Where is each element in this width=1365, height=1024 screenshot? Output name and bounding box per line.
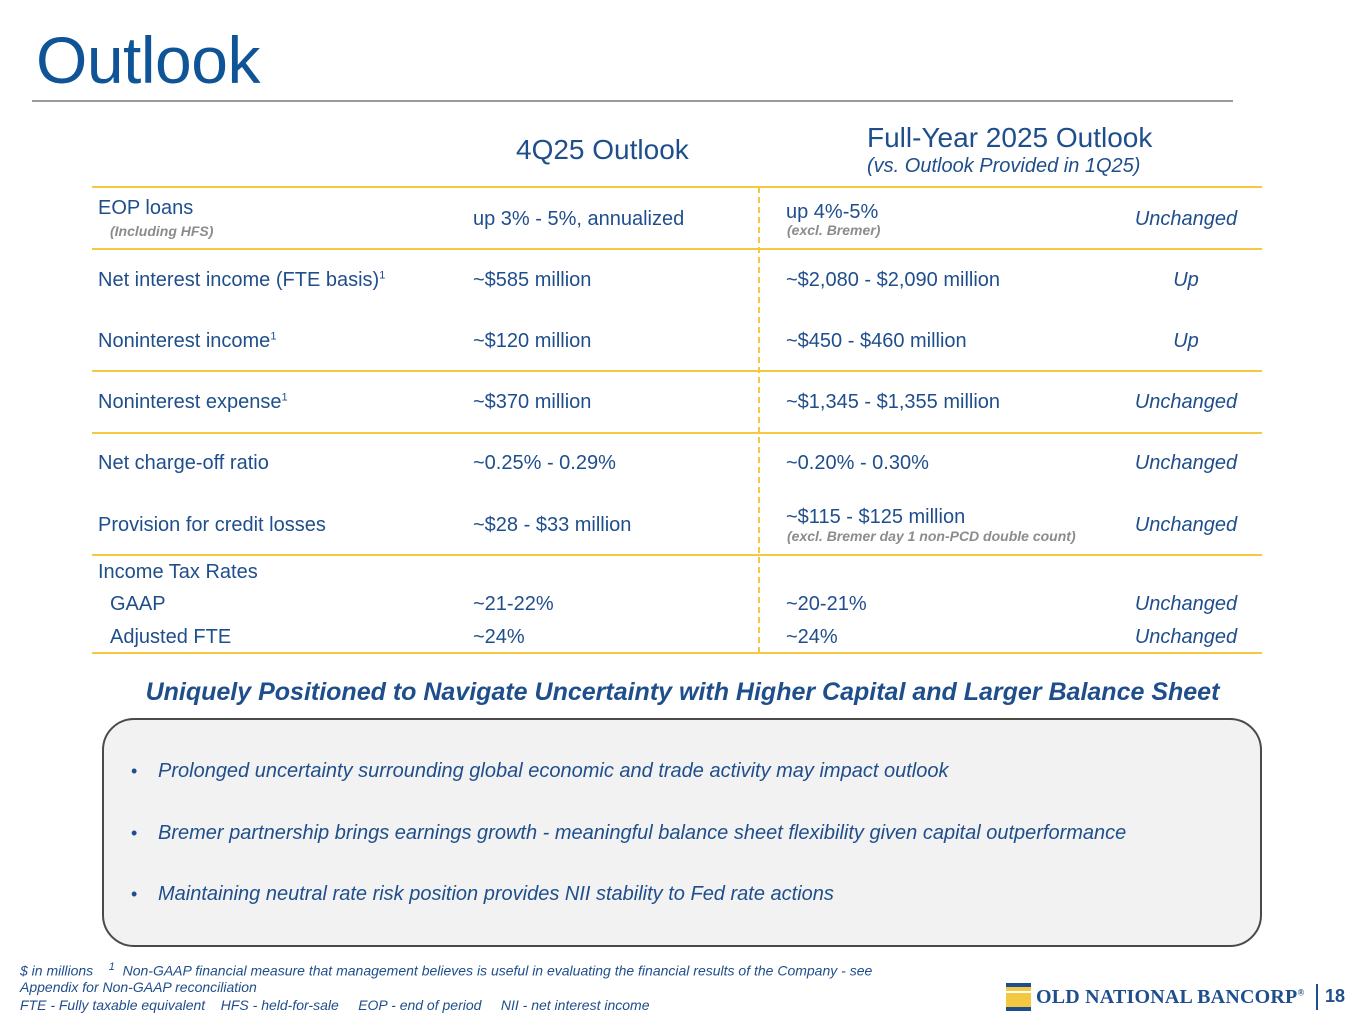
- column-divider: [758, 187, 760, 653]
- fy-value-noninterest-income: ~$450 - $460 million: [786, 330, 967, 352]
- row-label-noninterest-income: Noninterest income$^1$: [98, 330, 277, 352]
- row-label-net-charge-off-ratio: Net charge-off ratio: [98, 452, 269, 474]
- row-label-gaap: GAAP: [110, 593, 166, 615]
- change-eop-loans: Unchanged: [1134, 208, 1238, 230]
- table-rule: [92, 432, 1262, 434]
- q4-value-adjusted-fte: ~24%: [473, 626, 525, 648]
- title-divider: [32, 100, 1233, 102]
- bullet-marker: •: [131, 761, 138, 781]
- full-year-outlook-subheading: (vs. Outlook Provided in 1Q25): [867, 155, 1141, 177]
- fy-value-noninterest-expense: ~$1,345 - $1,355 million: [786, 391, 1001, 413]
- bank-logo-icon: [1006, 983, 1031, 1011]
- table-rule: [92, 652, 1262, 654]
- row-label-eop-loans: EOP loans: [98, 197, 194, 219]
- row-label-income-tax-rates: Income Tax Rates: [98, 561, 258, 583]
- change-gaap: Unchanged: [1134, 593, 1238, 615]
- bullet-marker: •: [131, 884, 138, 904]
- fy-value-gaap: ~20-21%: [786, 593, 867, 615]
- footnote-line-2: Appendix for Non-GAAP reconciliation: [20, 979, 257, 995]
- callout-bullet: Bremer partnership brings earnings growth - meaningful balance sheet flexibility given capital outperformance: [158, 822, 1127, 844]
- fy-value-eop-loans: up 4%-5%: [786, 201, 879, 223]
- change-provision: Unchanged: [1134, 514, 1238, 536]
- table-rule: [92, 248, 1262, 250]
- q4-value-net-interest-income: ~$585 million: [473, 269, 592, 291]
- change-net-charge-off-ratio: Unchanged: [1134, 452, 1238, 474]
- row-label-noninterest-expense: Noninterest expense$^1$: [98, 391, 288, 413]
- row-label-net-interest-income: Net interest income (FTE basis)$^1$: [98, 269, 386, 291]
- q4-value-gaap: ~21-22%: [473, 593, 554, 615]
- table-rule: [92, 186, 1262, 188]
- footnote-line-3: FTE - Fully taxable equivalent HFS - held-for-sale EOP - end of period NII - net interest income: [20, 997, 650, 1013]
- change-adjusted-fte: Unchanged: [1134, 626, 1238, 648]
- callout-bullet: Maintaining neutral rate risk position provides NII stability to Fed rate actions: [158, 883, 834, 905]
- fy-value-adjusted-fte: ~24%: [786, 626, 838, 648]
- change-noninterest-expense: Unchanged: [1134, 391, 1238, 413]
- row-note-eop-loans: (Including HFS): [110, 223, 214, 239]
- row-label-adjusted-fte: Adjusted FTE: [110, 626, 232, 648]
- fy-value-net-interest-income: ~$2,080 - $2,090 million: [786, 269, 1001, 291]
- bullet-marker: •: [131, 823, 138, 843]
- fy-note-provision: (excl. Bremer day 1 non-PCD double count): [787, 528, 1076, 544]
- q4-outlook-heading: 4Q25 Outlook: [516, 134, 689, 165]
- callout-headline: Uniquely Positioned to Navigate Uncertainty with Higher Capital and Larger Balance Sheet: [145, 678, 1220, 706]
- full-year-outlook-heading: Full-Year 2025 Outlook: [867, 122, 1153, 153]
- q4-value-eop-loans: up 3% - 5%, annualized: [473, 208, 685, 230]
- q4-value-noninterest-expense: ~$370 million: [473, 391, 592, 413]
- change-net-interest-income: Up: [1173, 269, 1199, 291]
- table-rule: [92, 554, 1262, 556]
- row-label-provision: Provision for credit losses: [98, 514, 326, 536]
- fy-note-eop-loans: (excl. Bremer): [787, 222, 881, 238]
- q4-value-net-charge-off-ratio: ~0.25% - 0.29%: [473, 452, 616, 474]
- change-noninterest-income: Up: [1173, 330, 1199, 352]
- fy-value-net-charge-off-ratio: ~0.20% - 0.30%: [786, 452, 929, 474]
- q4-value-provision: ~$28 - $33 million: [473, 514, 632, 536]
- bank-logo-text: OLD NATIONAL BANCORP®: [1036, 986, 1305, 1008]
- page-number: 18: [1325, 986, 1346, 1006]
- page-title: Outlook: [36, 23, 260, 97]
- callout-bullet: Prolonged uncertainty surrounding global economic and trade activity may impact outlook: [158, 760, 949, 782]
- table-rule: [92, 370, 1262, 372]
- fy-value-provision: ~$115 - $125 million: [786, 506, 966, 528]
- page-number-divider: [1316, 984, 1318, 1010]
- q4-value-noninterest-income: ~$120 million: [473, 330, 592, 352]
- footnote-line-1: $ in millions $^1$ Non-GAAP financial measure that management believes is useful in evaluating the financial results of the Company - see: [20, 961, 873, 979]
